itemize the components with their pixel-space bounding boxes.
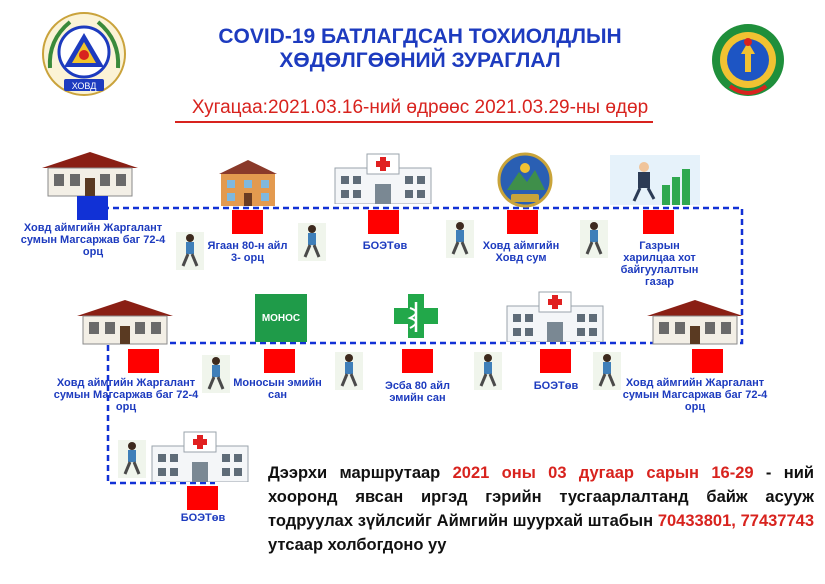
stop-marker: [692, 349, 723, 373]
stop-marker: [187, 486, 218, 510]
hospital-building-2: [505, 290, 605, 342]
monos-pharmacy-logo: [255, 294, 307, 342]
stop-label: Эсба 80 айл эмийн сан: [385, 380, 450, 404]
notice-text-1: Дээрхи маршрутаар: [268, 464, 453, 482]
walking-person-icon: [298, 223, 326, 261]
title-line-2: ХӨДӨЛГӨӨНИЙ ЗУРАГЛАЛ: [279, 49, 561, 72]
notice-text-3: утсаар холбогдоно уу: [268, 536, 447, 554]
walking-person-icon: [176, 232, 204, 270]
walking-person-icon: [474, 352, 502, 390]
contact-notice: [268, 461, 814, 557]
stop-marker: [232, 210, 263, 234]
title-line-1: COVID-19 БАТЛАГДСАН ТОХИОЛДЛЫН: [218, 25, 622, 48]
stop-label: БОЭТөв: [180, 512, 226, 524]
stop-marker: [402, 349, 433, 373]
stop-label: Ягаан 80-н айл 3- орц: [207, 240, 288, 264]
stop-marker: [264, 349, 295, 373]
stop-marker: [507, 210, 538, 234]
hospital-building-1: [333, 152, 433, 204]
stop-label: Ховд аймгийн Жаргалант сумын Магсаржав баг 72-4 орц: [20, 222, 166, 258]
pharmacy-cross-icon: [392, 292, 440, 340]
monos-logo-text: МОНОС: [261, 312, 301, 324]
stop-marker: [128, 349, 159, 373]
walking-person-icon: [580, 220, 608, 258]
stop-label: Моносын эмийн сан: [233, 377, 322, 401]
stop-label: Ховд аймгийн Ховд сум: [482, 240, 560, 264]
notice-text-2: - ний хооронд явсан иргэд гэрийн тусгаарлалтанд байж асууж тодруулах зүйлсийг Аймгийн шуурхай штабын: [268, 464, 815, 530]
khovd-sum-emblem: [497, 152, 553, 208]
notice-date-range: 2021 оны 03 дугаар сарын 16-29: [452, 464, 754, 482]
phone-separator: ,: [731, 512, 741, 530]
stop-label: Газрын харилцаа хот байгуулалтын газар: [620, 240, 699, 288]
apartment-building-icon: [215, 160, 281, 206]
phone-number-1: 70433801: [657, 512, 732, 530]
hospital-building-3: [150, 430, 250, 482]
stop-label: БОЭТөв: [533, 380, 579, 392]
home-building-3: [645, 298, 745, 346]
walking-person-icon: [118, 440, 146, 478]
land-agency-image: [610, 155, 700, 205]
walking-person-icon: [446, 220, 474, 258]
stop-marker: [643, 210, 674, 234]
home-building-2: [75, 298, 175, 346]
walking-person-icon: [335, 352, 363, 390]
stop-label: Ховд аймгийн Жаргалант сумын Магсаржав баг 72-4 орц: [622, 377, 768, 413]
home-building-1: [40, 150, 140, 198]
stop-marker: [368, 210, 399, 234]
stop-marker: [540, 349, 571, 373]
stop-label: Ховд аймгийн Жаргалант сумын Магсаржав баг 72-4 орц: [53, 377, 199, 413]
phone-number-2: 77437743: [740, 512, 815, 530]
date-range-subtitle: Хугацаа:2021.03.16-ний өдрөөс 2021.03.29-ны өдөр: [191, 97, 649, 118]
start-marker: [77, 196, 108, 220]
stop-label: БОЭТөв: [362, 240, 408, 252]
emblem-text: ХОВД: [71, 81, 97, 91]
